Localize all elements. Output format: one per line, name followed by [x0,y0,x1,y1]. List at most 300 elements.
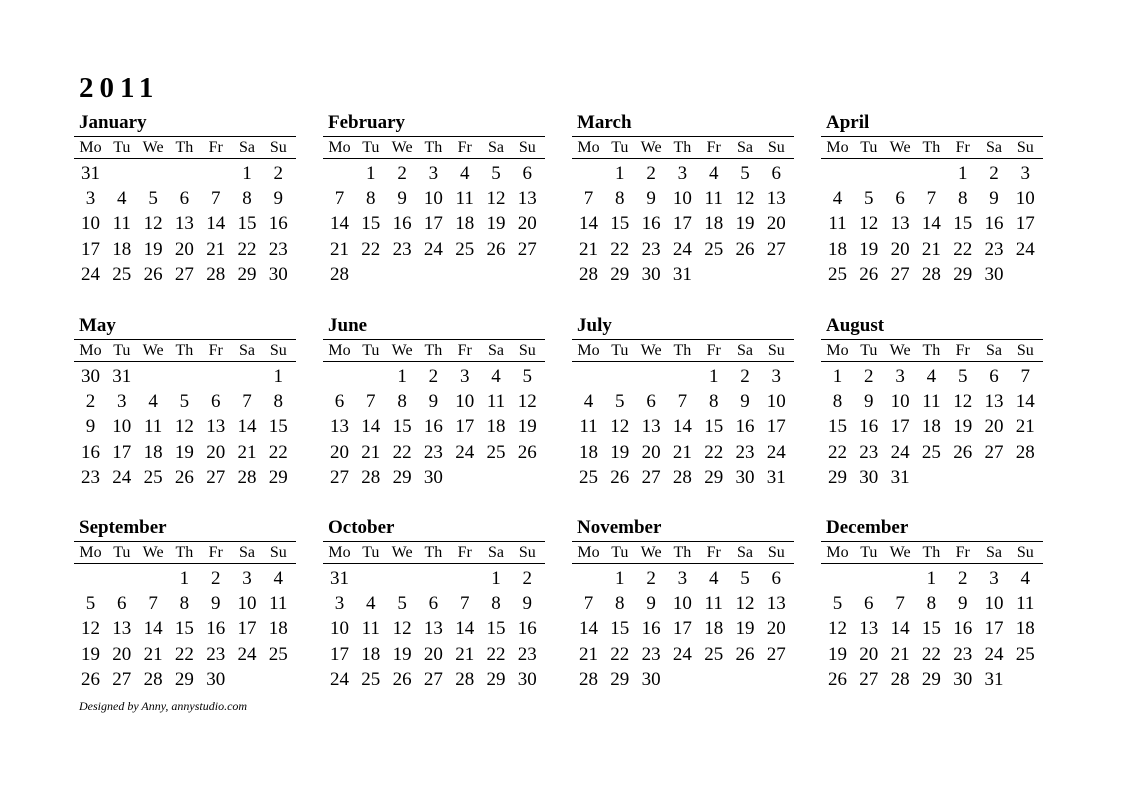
day-cell: 25 [1015,643,1035,665]
weekday-header: Fr [457,342,472,359]
day-cell: 12 [735,188,755,210]
day-cell: 10 [237,593,257,615]
day-cell: 9 [428,391,439,413]
day-cell: 14 [890,618,910,640]
day-cell: 19 [174,441,194,463]
day-cell: 22 [361,238,381,260]
day-cell: 2 [210,568,221,589]
day-cell: 8 [957,188,968,210]
day-cell: 1 [397,366,407,387]
day-cell: 2 [397,163,407,184]
weekday-header: Th [424,139,443,156]
day-cell: 28 [921,263,941,285]
weekday-header: Fr [706,139,721,156]
day-cell: 24 [455,441,475,463]
day-cell: 19 [859,238,879,260]
day-cell: 22 [237,238,257,260]
weekday-header: Sa [986,544,1002,561]
day-cell: 16 [206,618,226,640]
weekday-header: Tu [611,139,629,156]
day-cell: 23 [517,643,537,665]
day-cell: 7 [583,593,594,615]
weekday-header-row [323,340,545,361]
day-cell: 13 [330,416,349,438]
day-cell: 24 [890,441,910,463]
day-cell: 27 [174,263,194,285]
day-cell: 22 [268,441,288,463]
day-cell: 6 [771,163,782,184]
weekday-header: Su [269,139,287,156]
day-cell: 13 [174,213,194,235]
month-title: July [577,315,612,336]
day-cell: 24 [984,643,1004,665]
divider [821,158,1043,159]
day-cell: 22 [392,441,412,463]
day-cell: 29 [237,263,257,285]
month-title: June [328,315,368,336]
day-cell: 17 [330,643,349,665]
day-cell: 11 [143,416,163,438]
day-cell: 12 [392,618,412,640]
month-june [323,315,545,490]
day-cell: 1 [491,568,501,589]
weekday-header: Mo [328,342,351,359]
day-cell: 28 [330,263,349,285]
weekday-header: Mo [577,544,600,561]
day-cell: 30 [517,668,537,690]
day-cell: 11 [269,593,288,615]
day-cell: 19 [610,441,630,463]
day-cell: 14 [672,416,692,438]
day-cell: 6 [895,188,905,210]
day-cell: 14 [143,618,163,640]
day-cell: 25 [455,238,475,260]
day-cell: 27 [517,238,537,260]
month-title: January [79,112,147,133]
day-cell: 10 [672,593,692,615]
day-cell: 12 [143,213,163,235]
day-cell: 18 [486,416,506,438]
weekday-header: We [889,139,911,156]
day-cell: 12 [486,188,506,210]
day-cell: 13 [423,618,443,640]
weekday-header: Fr [208,139,223,156]
day-cell: 31 [984,668,1004,690]
divider [572,563,794,564]
day-cell: 10 [672,188,692,210]
day-cell: 4 [273,568,284,589]
day-cell: 11 [112,213,131,235]
weekday-header: Fr [457,544,472,561]
day-cell: 8 [491,593,501,615]
weekday-header: Sa [986,139,1002,156]
divider [74,158,296,159]
day-cell: 1 [708,366,719,387]
month-title: December [826,517,909,538]
day-cell: 26 [610,466,630,488]
day-cell: 10 [112,416,132,438]
weekday-header-row [323,137,545,158]
day-cell: 24 [423,238,443,260]
weekday-header: Sa [488,139,504,156]
day-cell: 4 [366,593,376,615]
day-cell: 18 [143,441,163,463]
day-cell: 27 [206,466,226,488]
day-cell: 11 [361,618,380,640]
weekday-header: Su [269,544,287,561]
day-cell: 24 [330,668,349,690]
day-cell: 10 [81,213,100,235]
divider [572,361,794,362]
day-cell: 13 [206,416,226,438]
day-cell: 7 [242,391,252,413]
weekday-header: Mo [79,342,102,359]
day-cell: 20 [423,643,443,665]
weekday-header: Th [424,544,443,561]
day-cell: 18 [361,643,381,665]
day-cell: 10 [890,391,910,413]
day-cell: 23 [641,643,661,665]
weekday-header-row [74,340,296,361]
day-cell: 29 [486,668,506,690]
weekday-header-row [74,137,296,158]
weekday-header: Su [269,342,287,359]
day-cell: 22 [921,643,941,665]
day-cell: 31 [330,568,349,589]
day-cell: 12 [735,593,755,615]
day-cell: 31 [890,466,910,488]
day-cell: 25 [143,466,163,488]
weekday-header: Su [518,139,536,156]
year-title: 2011 [79,72,160,104]
day-cell: 1 [832,366,843,387]
day-cell: 21 [143,643,163,665]
day-cell: 30 [81,366,100,387]
day-cell: 18 [579,441,598,463]
day-cell: 5 [148,188,158,210]
day-cell: 2 [428,366,439,387]
weekday-header: Su [1016,342,1034,359]
weekday-header: We [640,544,662,561]
day-cell: 28 [206,263,226,285]
day-cell: 27 [766,238,786,260]
day-cell: 8 [179,593,190,615]
weekday-header: We [391,342,413,359]
divider [821,361,1043,362]
day-cell: 28 [455,668,475,690]
weekday-header-row [821,137,1043,158]
day-cell: 18 [1015,618,1035,640]
day-cell: 6 [771,568,782,589]
day-cell: 30 [953,668,973,690]
day-cell: 9 [740,391,750,413]
divider [74,361,296,362]
day-cell: 28 [361,466,381,488]
weekday-header: Th [175,342,194,359]
divider [821,563,1043,564]
day-cell: 14 [455,618,475,640]
day-cell: 11 [486,391,506,413]
day-cell: 17 [423,213,443,235]
day-cell: 23 [423,441,443,463]
weekday-header: Tu [611,544,629,561]
day-cell: 8 [615,593,625,615]
day-cell: 22 [610,238,630,260]
day-cell: 29 [268,466,288,488]
day-cell: 18 [704,213,724,235]
day-cell: 29 [953,263,973,285]
day-cell: 15 [704,416,724,438]
weekday-header: Th [922,544,941,561]
day-cell: 26 [828,668,847,690]
day-cell: 30 [641,263,661,285]
day-cell: 20 [174,238,194,260]
day-cell: 2 [522,568,533,589]
day-cell: 26 [174,466,194,488]
day-cell: 29 [704,466,724,488]
day-cell: 6 [864,593,874,615]
month-september [74,517,296,692]
day-cell: 9 [646,188,656,210]
month-august [821,315,1043,490]
day-cell: 11 [704,593,723,615]
weekday-header: Mo [826,139,849,156]
day-cell: 10 [330,618,349,640]
weekday-header-row [821,542,1043,563]
day-cell: 27 [423,668,443,690]
day-cell: 16 [517,618,537,640]
day-cell: 6 [117,593,127,615]
weekday-header: Mo [577,139,600,156]
day-cell: 14 [361,416,381,438]
day-cell: 28 [579,263,598,285]
day-cell: 23 [81,466,100,488]
day-cell: 15 [361,213,381,235]
day-cell: 9 [989,188,999,210]
day-cell: 9 [85,416,96,438]
day-cell: 2 [646,163,656,184]
day-cell: 15 [486,618,506,640]
day-cell: 4 [117,188,127,210]
day-cell: 3 [242,568,252,589]
day-cell: 12 [174,416,194,438]
day-cell: 3 [677,163,688,184]
day-cell: 5 [615,391,625,413]
day-cell: 7 [148,593,158,615]
day-cell: 3 [895,366,905,387]
day-cell: 18 [112,238,132,260]
day-cell: 8 [832,391,843,413]
day-cell: 19 [735,213,755,235]
day-cell: 1 [957,163,968,184]
day-cell: 15 [610,213,630,235]
day-cell: 25 [486,441,506,463]
day-cell: 6 [210,391,221,413]
weekday-header: Mo [826,544,849,561]
day-cell: 1 [615,568,625,589]
day-cell: 20 [517,213,537,235]
weekday-header: We [391,544,413,561]
day-cell: 7 [895,593,905,615]
day-cell: 16 [268,213,288,235]
day-cell: 20 [330,441,349,463]
day-cell: 6 [179,188,190,210]
day-cell: 16 [735,416,755,438]
weekday-header: Mo [79,139,102,156]
weekday-header: We [640,342,662,359]
day-cell: 17 [1015,213,1035,235]
weekday-header: Su [767,342,785,359]
day-cell: 6 [428,593,439,615]
day-cell: 2 [85,391,96,413]
day-cell: 14 [206,213,226,235]
day-cell: 4 [1020,568,1031,589]
day-cell: 10 [1015,188,1035,210]
month-may [74,315,296,490]
weekday-header: Tu [113,544,131,561]
day-cell: 29 [392,466,412,488]
weekday-header: Mo [577,342,600,359]
day-cell: 26 [517,441,537,463]
day-cell: 3 [771,366,782,387]
day-cell: 10 [455,391,475,413]
weekday-header: Tu [362,139,380,156]
weekday-header: Tu [860,544,878,561]
month-march [572,112,794,287]
weekday-header: Tu [860,342,878,359]
day-cell: 6 [989,366,999,387]
day-cell: 19 [953,416,973,438]
day-cell: 12 [517,391,537,413]
day-cell: 22 [828,441,847,463]
day-cell: 15 [921,618,941,640]
day-cell: 25 [921,441,941,463]
day-cell: 21 [890,643,910,665]
day-cell: 2 [740,366,750,387]
day-cell: 13 [984,391,1004,413]
weekday-header: Sa [488,342,504,359]
day-cell: 1 [273,366,284,387]
day-cell: 26 [392,668,412,690]
weekday-header: Sa [737,544,753,561]
weekday-header: Th [922,139,941,156]
day-cell: 30 [268,263,288,285]
day-cell: 14 [330,213,349,235]
day-cell: 13 [859,618,879,640]
day-cell: 11 [922,391,941,413]
day-cell: 26 [81,668,100,690]
weekday-header-row [572,542,794,563]
month-april [821,112,1043,287]
day-cell: 6 [334,391,345,413]
day-cell: 18 [921,416,941,438]
day-cell: 7 [210,188,221,210]
weekday-header: Su [767,139,785,156]
day-cell: 19 [392,643,412,665]
day-cell: 3 [677,568,688,589]
day-cell: 15 [392,416,412,438]
day-cell: 5 [397,593,407,615]
day-cell: 11 [455,188,474,210]
day-cell: 11 [1016,593,1035,615]
day-cell: 4 [491,366,501,387]
weekday-header: Mo [328,544,351,561]
day-cell: 4 [926,366,937,387]
day-cell: 29 [610,668,630,690]
day-cell: 16 [641,213,661,235]
day-cell: 14 [579,618,598,640]
day-cell: 28 [237,466,257,488]
day-cell: 28 [579,668,598,690]
weekday-header: Mo [328,139,351,156]
month-july [572,315,794,490]
day-cell: 25 [579,466,598,488]
day-cell: 27 [330,466,349,488]
day-cell: 9 [522,593,533,615]
month-title: September [79,517,167,538]
day-cell: 12 [828,618,847,640]
month-title: February [328,112,406,133]
day-cell: 15 [953,213,973,235]
day-cell: 24 [112,466,132,488]
weekday-header-row [74,542,296,563]
divider [323,563,545,564]
designer-credit: Designed by Anny, annystudio.com [79,699,248,713]
day-cell: 13 [641,416,661,438]
day-cell: 21 [1015,416,1035,438]
day-cell: 13 [766,188,786,210]
day-cell: 28 [143,668,163,690]
weekday-header: We [391,139,413,156]
day-cell: 20 [766,618,786,640]
weekday-header: We [640,139,662,156]
day-cell: 13 [766,593,786,615]
day-cell: 15 [174,618,194,640]
weekday-header: Th [922,342,941,359]
day-cell: 1 [366,163,376,184]
day-cell: 22 [174,643,194,665]
day-cell: 20 [984,416,1004,438]
day-cell: 7 [1020,366,1031,387]
day-cell: 9 [957,593,968,615]
day-cell: 27 [984,441,1004,463]
day-cell: 5 [179,391,190,413]
day-cell: 9 [273,188,284,210]
day-cell: 18 [704,618,724,640]
day-cell: 4 [583,391,594,413]
weekday-header: Tu [362,342,380,359]
day-cell: 30 [206,668,226,690]
day-cell: 13 [890,213,910,235]
day-cell: 27 [890,263,910,285]
day-cell: 12 [610,416,630,438]
divider [74,563,296,564]
weekday-header: Fr [955,544,970,561]
day-cell: 21 [921,238,941,260]
day-cell: 19 [81,643,100,665]
day-cell: 21 [579,238,598,260]
day-cell: 14 [1015,391,1035,413]
day-cell: 28 [672,466,692,488]
day-cell: 4 [708,163,719,184]
day-cell: 2 [989,163,999,184]
day-cell: 16 [859,416,879,438]
day-cell: 7 [583,188,594,210]
day-cell: 5 [85,593,96,615]
day-cell: 23 [392,238,412,260]
weekday-header: Fr [706,544,721,561]
day-cell: 5 [740,163,750,184]
